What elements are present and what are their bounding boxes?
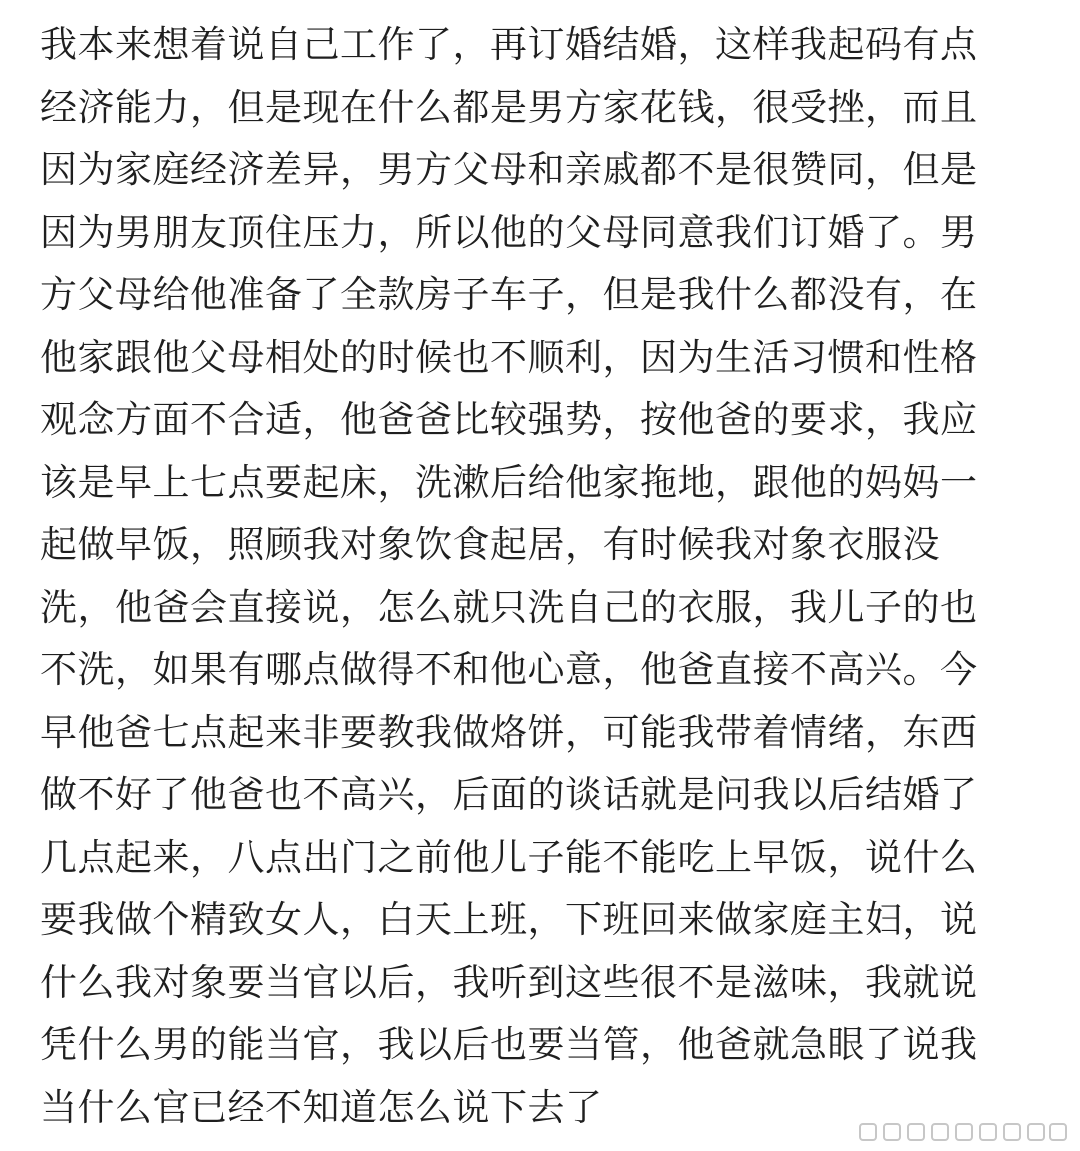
post-text-block [40, 14, 1050, 1139]
text-line: 早他爸七点起来非要教我做烙饼，可能我带着情绪，东西 [40, 710, 978, 754]
text-line: 观念方面不合适，他爸爸比较强势，按他爸的要求，我应 [40, 398, 978, 441]
text-line: 几点起来，八点出门之前他儿子能不能吃上早饭，说什么 [40, 835, 978, 879]
text-line: 他家跟他父母相处的时候也不顺利，因为生活习惯和性格 [40, 335, 978, 379]
text-line: 方父母给他准备了全款房子车子，但是我什么都没有，在 [40, 273, 978, 316]
text-line: 该是早上七点要起床，洗漱后给他家拖地，跟他的妈妈一 [40, 460, 978, 504]
text-line: 不洗，如果有哪点做得不和他心意，他爸直接不高兴。今 [40, 648, 978, 691]
text-line: 洗，他爸会直接说，怎么就只洗自己的衣服，我儿子的也 [40, 585, 978, 629]
text-line: 凭什么男的能当官，我以后也要当管，他爸就急眼了说我 [40, 1023, 978, 1066]
text-line: 起做早饭，照顾我对象饮食起居，有时候我对象衣服没 [40, 523, 940, 566]
weibo-watermark-icon [858, 1121, 1068, 1143]
text-line: 因为男朋友顶住压力，所以他的父母同意我们订婚了。男 [40, 210, 978, 254]
text-line: 当什么官已经不知道怎么说下去了 [40, 1085, 603, 1129]
text-line: 因为家庭经济差异，男方父母和亲戚都不是很赞同，但是 [40, 148, 978, 191]
watermark-glyphs [858, 1121, 1068, 1143]
text-line: 什么我对象要当官以后，我听到这些很不是滋味，我就说 [40, 960, 978, 1004]
text-line: 要我做个精致女人，白天上班，下班回来做家庭主妇，说 [40, 898, 978, 941]
text-line: 经济能力，但是现在什么都是男方家花钱，很受挫，而且 [40, 85, 978, 129]
text-line: 做不好了他爸也不高兴，后面的谈话就是问我以后结婚了 [40, 773, 978, 816]
text-line: 我本来想着说自己工作了，再订婚结婚，这样我起码有点 [40, 23, 978, 66]
